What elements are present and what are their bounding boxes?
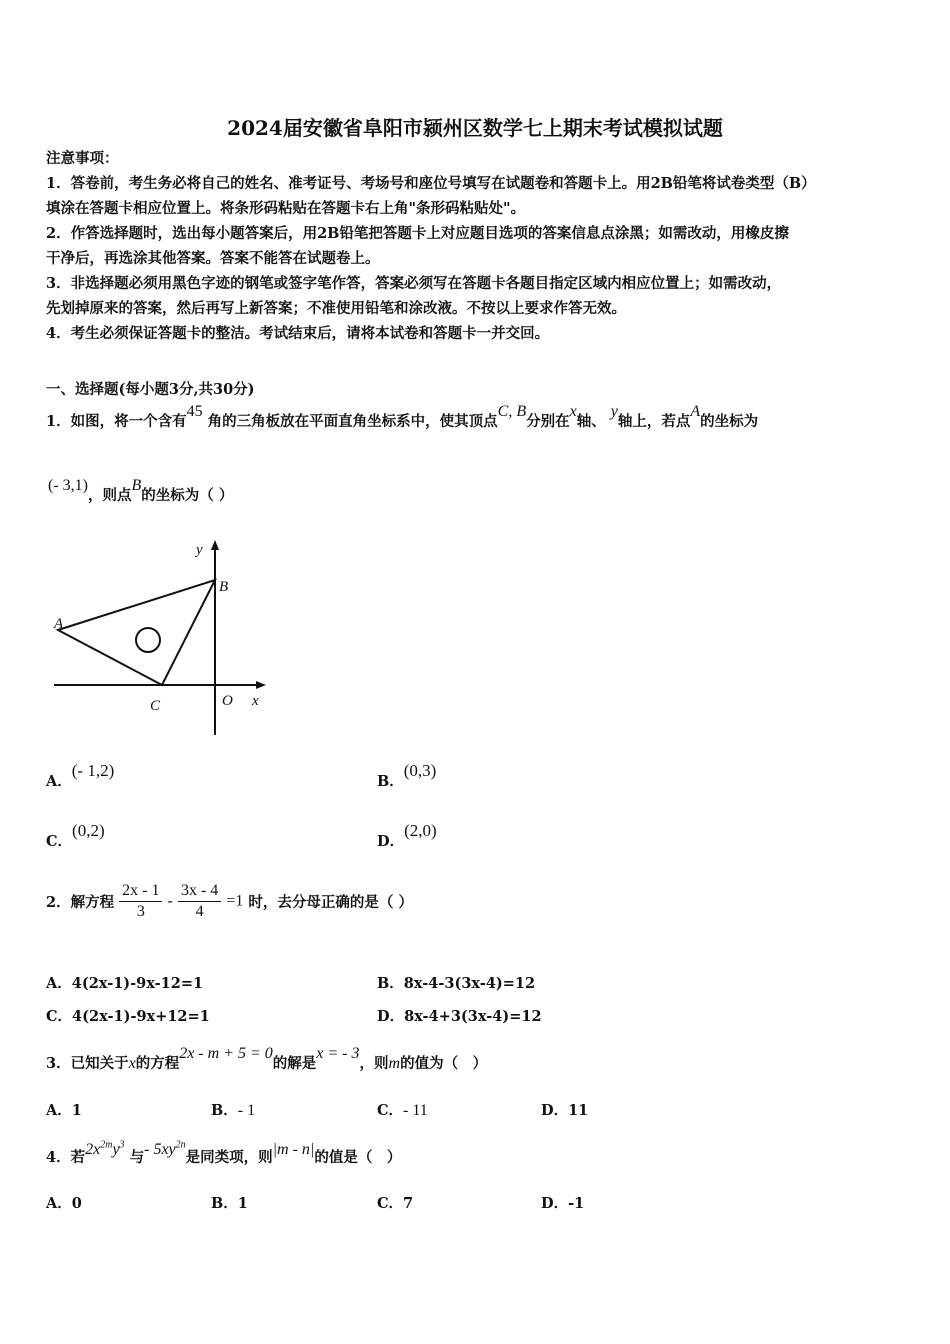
q1-option-b[interactable]: B．(0,3) — [377, 761, 437, 790]
label-c: C — [150, 698, 161, 714]
question-2-stem: 2．解方程 $\frac{2x - 1}{3}$ - $\frac{3x - 4}{4}$ =1 时，去分母正确的是（ ） — [46, 882, 413, 920]
notice-line: 1．答卷前，考生务必将自己的姓名、准考证号、考场号和座位号填写在试题卷和答题卡上。用2B铅笔将试卷类型（B） — [46, 175, 816, 192]
angle-value: 45 — [186, 403, 203, 420]
q4-option-d[interactable]: D．-1 — [541, 1195, 585, 1212]
label-y: y — [196, 542, 203, 558]
q2-option-a[interactable]: A．4(2x-1)-9x-12=1 — [46, 975, 204, 992]
q3-option-a[interactable]: A．1 — [46, 1102, 82, 1119]
notice-line: 4．考生必须保证答题卡的整洁。考试结束后，请将本试卷和答题卡一并交回。 — [46, 325, 550, 342]
notice-line: 2．作答选择题时，选出每小题答案后，用2B铅笔把答题卡上对应题目选项的答案信息点涂黑；如需改动，用橡皮擦 — [46, 225, 789, 242]
page-title: 2024届安徽省阜阳市颍州区数学七上期末考试模拟试题 — [227, 116, 723, 140]
y-arrow — [211, 540, 219, 550]
q3-option-d[interactable]: D．11 — [541, 1102, 589, 1119]
notice-line: 3．非选择题必须用黑色字迹的钢笔或签字笔作答，答案必须写在答题卡各题目指定区域内相应位置上；如需改动， — [46, 275, 782, 292]
q1-option-a[interactable]: A．(- 1,2) — [46, 761, 115, 790]
notice-line: 先划掉原来的答案，然后再写上新答案；不准使用铅笔和涂改液。不按以上要求作答无效。 — [46, 300, 626, 317]
triangle-coordinate-figure — [40, 530, 280, 740]
q4-option-c[interactable]: C．7 — [377, 1195, 414, 1212]
section-heading: 一、选择题(每小题3分,共30分) — [46, 381, 255, 398]
q2-option-b[interactable]: B．8x-4-3(3x-4)=12 — [377, 975, 536, 992]
notice-heading: 注意事项： — [46, 150, 119, 167]
term-1: $2x^{2m}y^3$ — [85, 1139, 125, 1158]
coordinate: (- 3,1) — [48, 477, 88, 494]
question-3-stem: 3．已知关于x的方程2x - m + 5 = 0的解是x = - 3，则m的值为（ ） — [46, 1045, 488, 1072]
q4-option-b[interactable]: B．1 — [211, 1195, 248, 1212]
q2-option-c[interactable]: C．4(2x-1)-9x+12=1 — [46, 1008, 210, 1025]
triangle-hole — [136, 628, 160, 652]
fraction-2: $\frac{3x - 4}{4}$ — [178, 882, 221, 921]
question-4-stem: 4．若$2x^{2m}y^3$ 与- $5xy^{2n}$是同类项，则|m - n|的值是（ ） — [46, 1139, 402, 1166]
question-1-stem-cont: (- 3,1)，则点B的坐标为（ ） — [48, 477, 234, 504]
x-arrow — [256, 681, 266, 689]
label-a: A — [54, 616, 64, 632]
q3-option-c[interactable]: C．- 11 — [377, 1102, 428, 1119]
q4-option-a[interactable]: A．0 — [46, 1195, 82, 1212]
fraction-1: $\frac{2x - 1}{3}$ — [119, 882, 162, 921]
notice-line: 干净后，再选涂其他答案。答案不能答在试题卷上。 — [46, 250, 380, 267]
notice-line: 填涂在答题卡相应位置上。将条形码粘贴在答题卡右上角"条形码粘贴处"。 — [46, 200, 526, 217]
question-1-stem: 1．如图，将一个含有45 角的三角板放在平面直角坐标系中，使其顶点C, B分别在x轴、 y轴上，若点A的坐标为 — [46, 403, 759, 430]
label-x: x — [252, 693, 259, 709]
solution: x = - 3 — [316, 1045, 360, 1062]
label-o: O — [222, 693, 233, 709]
equation: 2x - m + 5 = 0 — [179, 1045, 273, 1062]
notice-block — [46, 146, 816, 346]
q2-option-d[interactable]: D．8x-4+3(3x-4)=12 — [377, 1008, 542, 1025]
absolute-value: |m - n| — [272, 1141, 315, 1158]
label-b: B — [219, 579, 229, 595]
q3-option-b[interactable]: B．- 1 — [211, 1102, 256, 1119]
q1-option-d[interactable]: D．(2,0) — [377, 821, 437, 850]
term-2: - $5xy^{2n}$ — [144, 1139, 186, 1158]
q1-option-c[interactable]: C．(0,2) — [46, 821, 105, 850]
triangle — [58, 580, 215, 685]
